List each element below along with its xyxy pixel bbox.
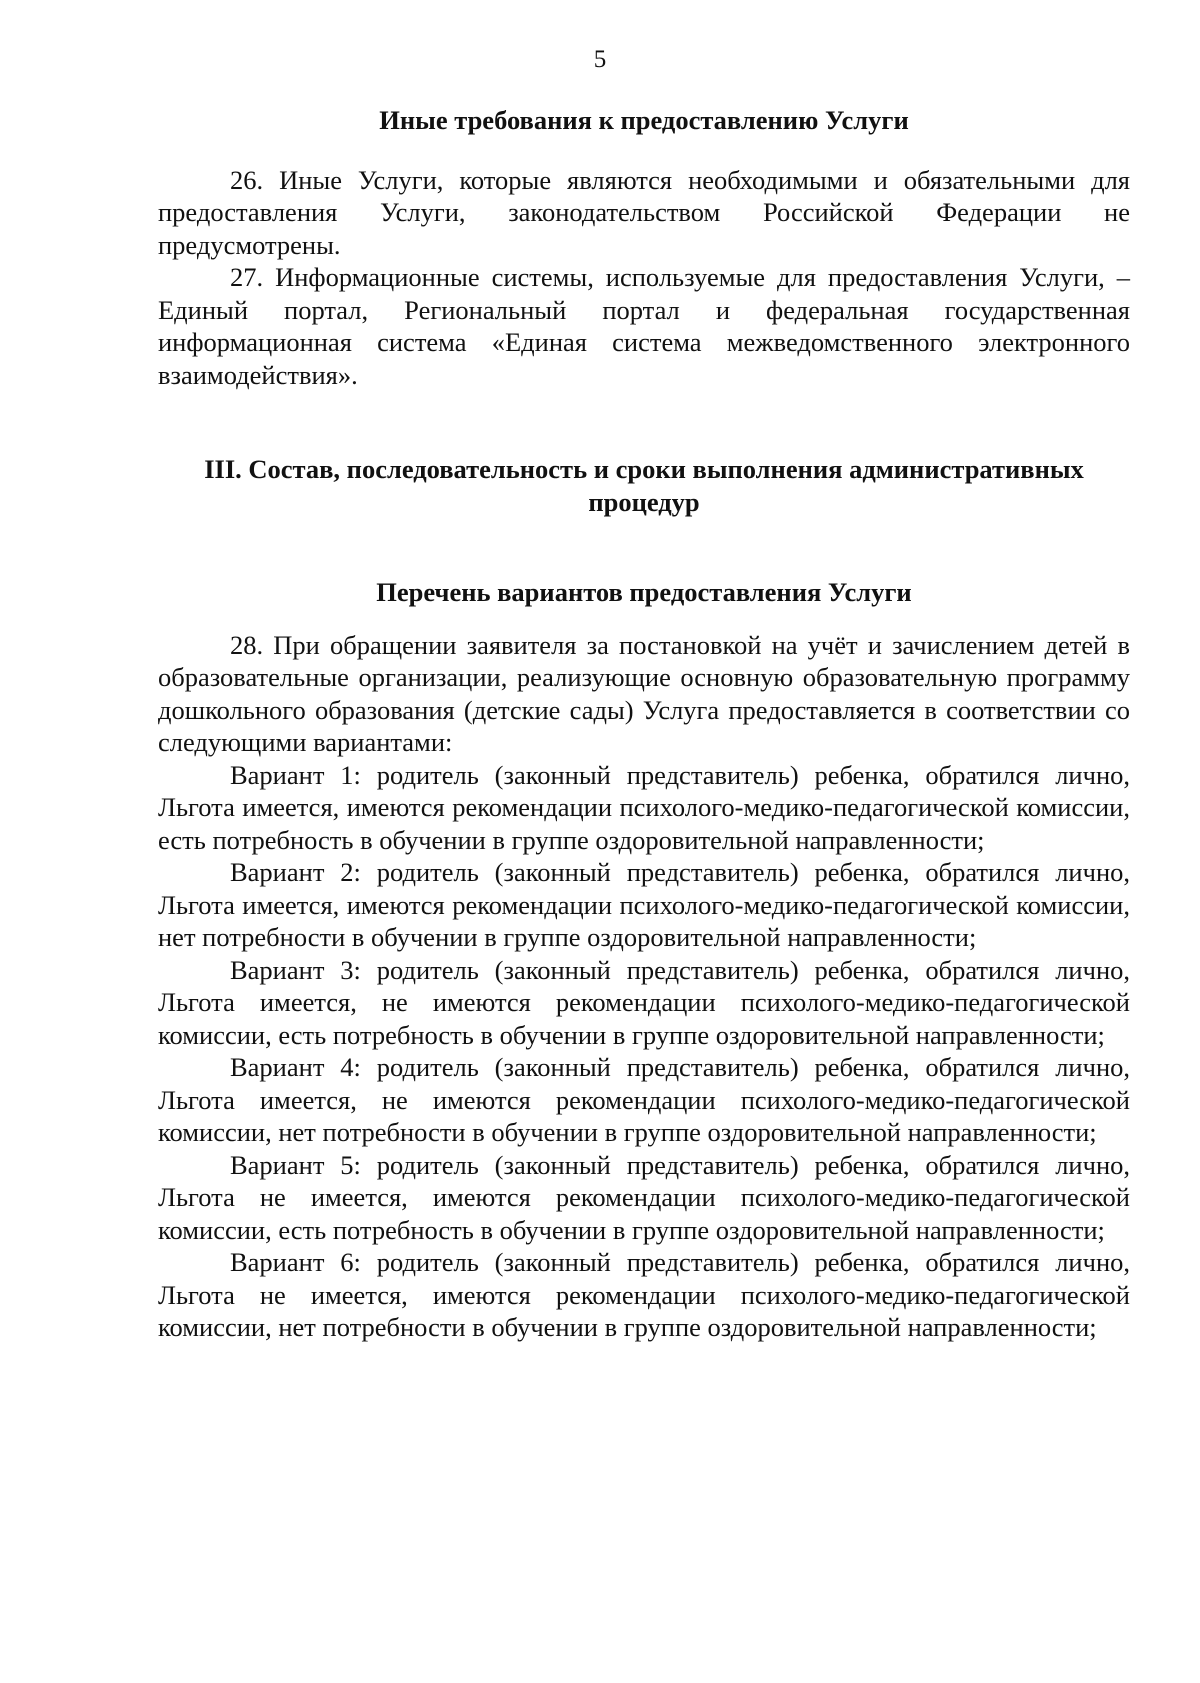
variant-item: Вариант 4: родитель (законный представитель) ребенка, обратился лично, Льгота имеется, не имеются рекомендации психолого-медико-педагогической комиссии, нет потребности в обучении в группе оздоровительной направленности; xyxy=(158,1052,1130,1147)
paragraph-28: 28. При обращении заявителя за постановкой на учёт и зачислением детей в образовательные организации, реализующие основную образовательную программу дошкольного образования (детские сады) Услуга предоставляется в соответствии со следующими вариантами: xyxy=(158,629,1130,757)
section-heading-variants-list: Перечень вариантов предоставления Услуги xyxy=(376,577,912,607)
variant-item: Вариант 5: родитель (законный представитель) ребенка, обратился лично, Льгота не имеется, имеются рекомендации психолого-медико-педагогической комиссии, есть потребность в обучении в группе оздоровительной направленности; xyxy=(158,1149,1130,1245)
variants-list xyxy=(158,759,1130,1344)
paragraph-27: 27. Информационные системы, используемые для предоставления Услуги, – Единый портал, Региональный портал и федеральная государственная информационная система «Единая система межведомственного электронного взаимодействия». xyxy=(158,262,1130,390)
variant-item: Вариант 1: родитель (законный представитель) ребенка, обратился лично, Льгота имеется, имеются рекомендации психолого-медико-педагогической комиссии, есть потребность в обучении в группе оздоровительной направленности; xyxy=(158,759,1130,855)
variant-item: Вариант 2: родитель (законный представитель) ребенка, обратился лично, Льгота имеется, имеются рекомендации психолого-медико-педагогической комиссии, нет потребности в обучении в группе оздоровительной направленности; xyxy=(158,857,1130,952)
variant-item: Вариант 6: родитель (законный представитель) ребенка, обратился лично, Льгота не имеется, имеются рекомендации психолого-медико-педагогической комиссии, нет потребности в обучении в группе оздоровительной направленности; xyxy=(158,1247,1130,1342)
page-number: 5 xyxy=(593,46,607,73)
section-heading-line-1: III. Состав, последовательность и сроки выполнения административных xyxy=(204,454,1084,484)
section-heading-administrative-procedures xyxy=(158,453,1130,518)
document-body xyxy=(158,104,1130,1344)
paragraph-26: 26. Иные Услуги, которые являются необходимыми и обязательными для предоставления Услуги, законодательством Российской Федерации не предусмотрены. xyxy=(158,164,1130,260)
section-heading-other-requirements: Иные требования к предоставлению Услуги xyxy=(379,105,909,135)
variant-item: Вариант 3: родитель (законный представитель) ребенка, обратился лично, Льгота имеется, не имеются рекомендации психолого-медико-педагогической комиссии, есть потребность в обучении в группе оздоровительной направленности; xyxy=(158,954,1130,1050)
section-heading-line-2: процедур xyxy=(588,486,700,517)
